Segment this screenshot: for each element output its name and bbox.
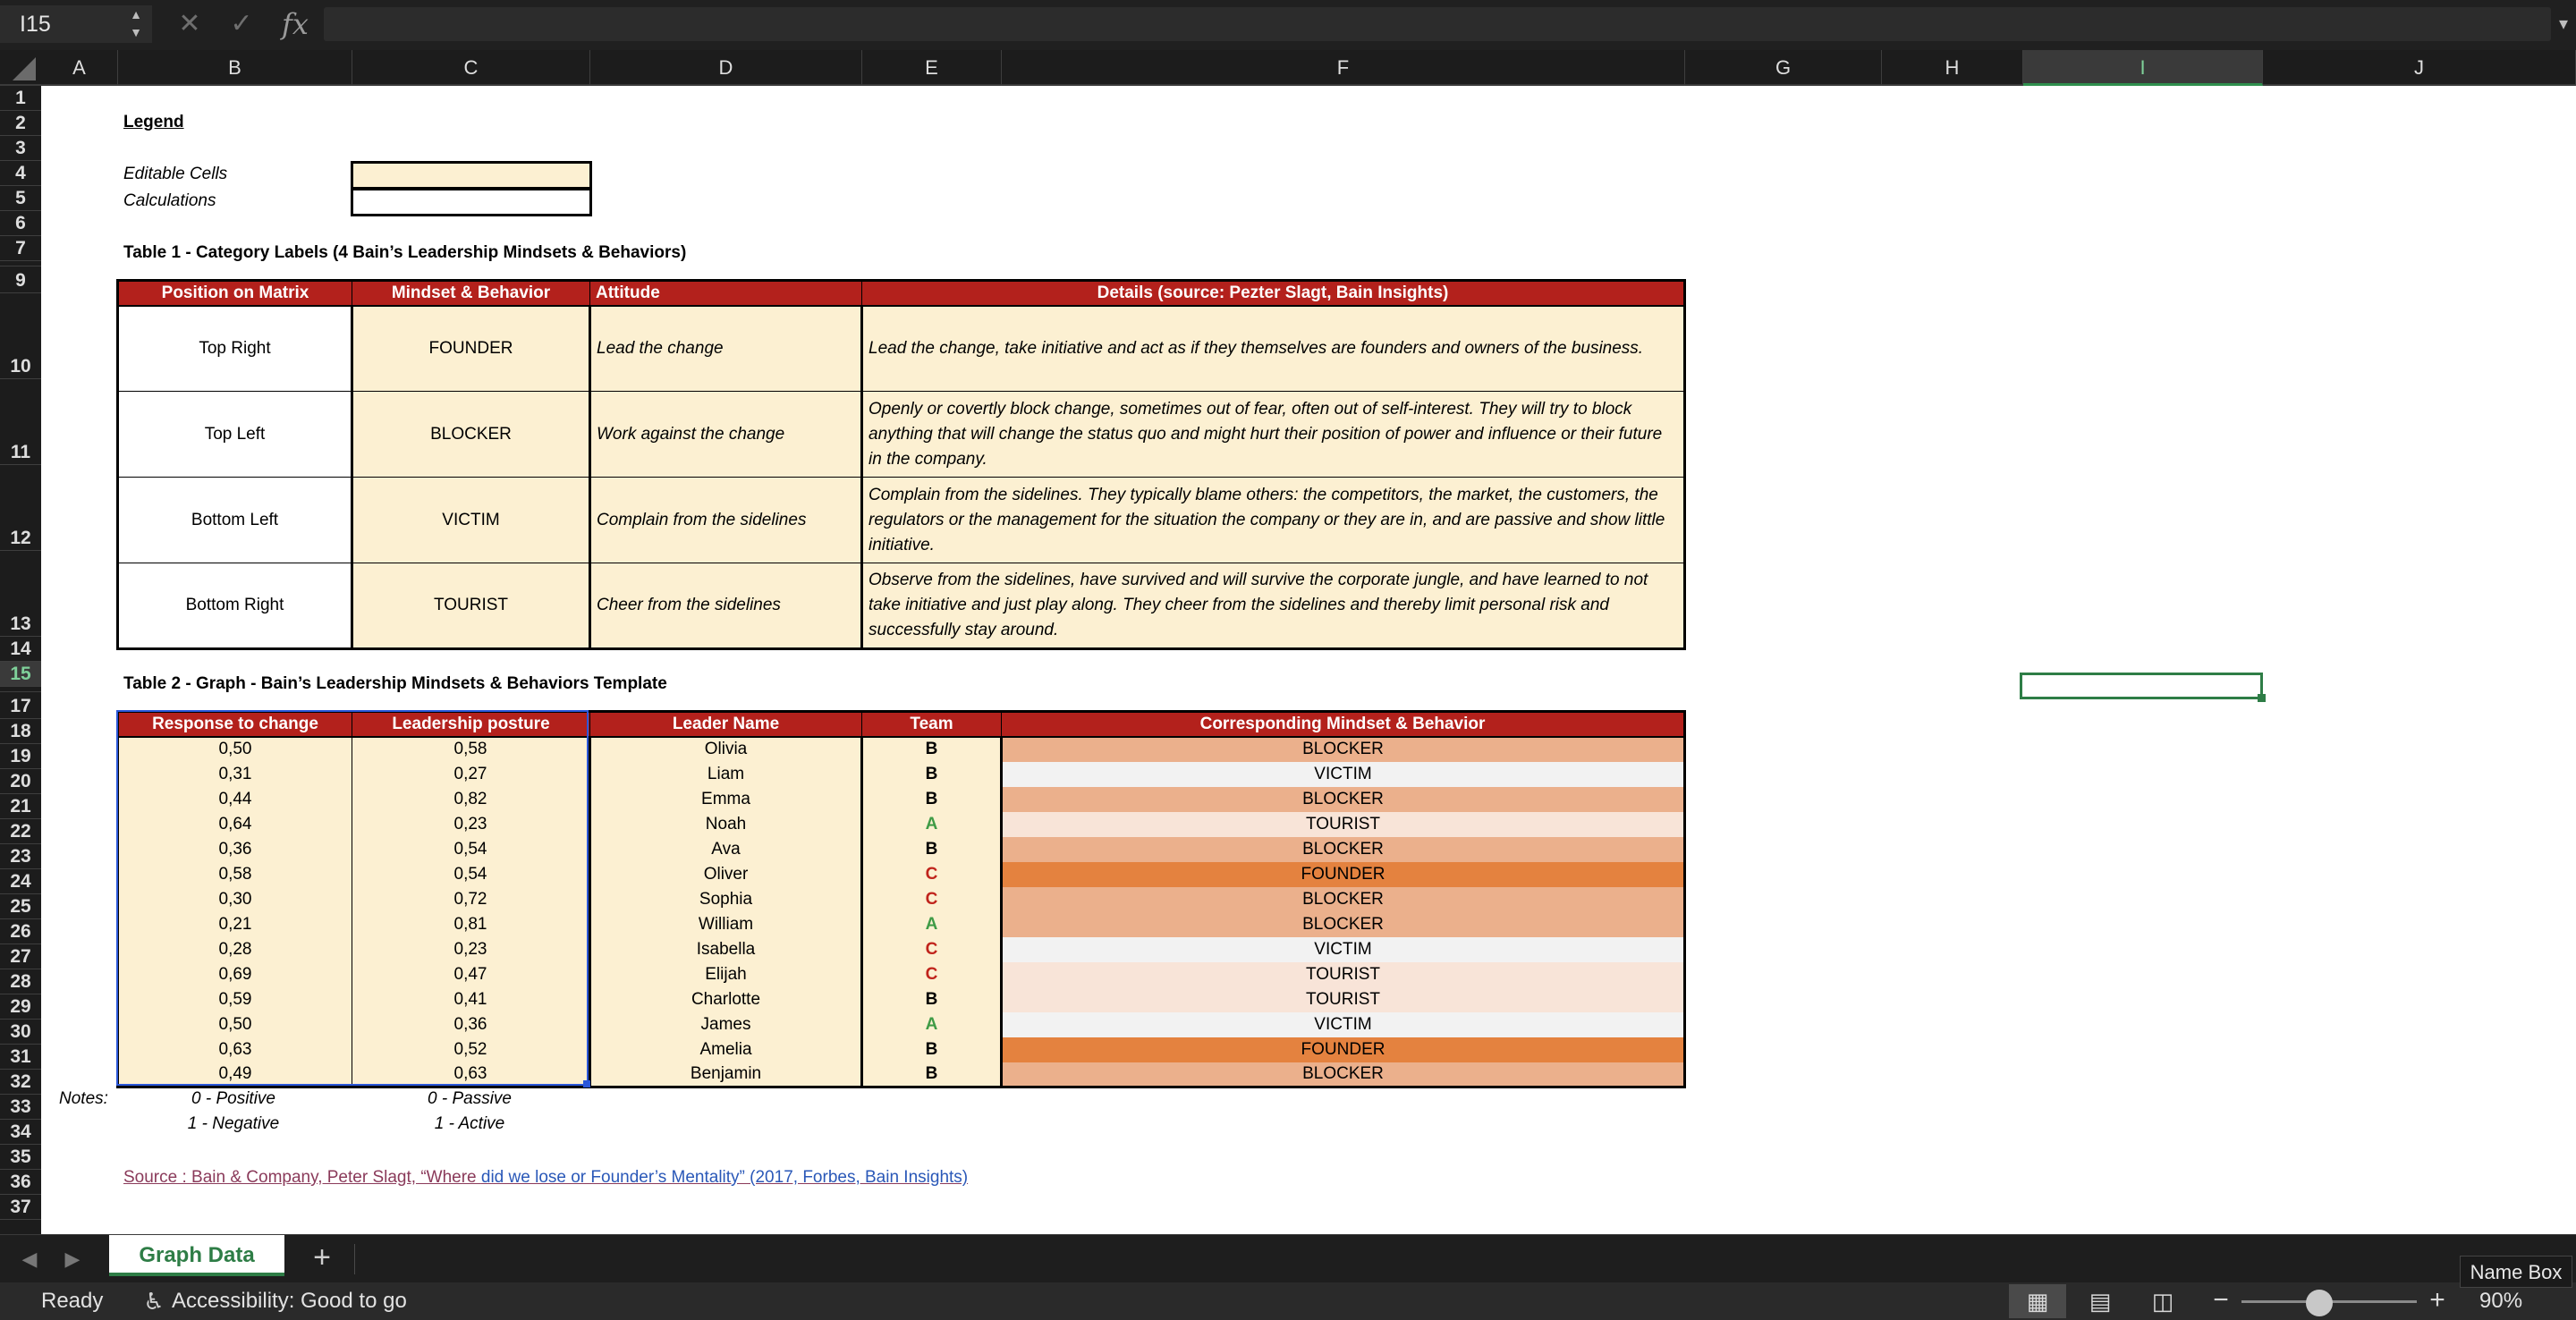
row-header-2[interactable]: 2 [0,111,41,136]
t2-header-posture: Leadership posture [352,712,590,737]
t1-position[interactable]: Top Left [118,392,352,478]
note-posture-active: 1 - Active [434,1114,505,1133]
status-accessibility[interactable]: Accessibility: Good to go [172,1289,407,1313]
row-header-20[interactable]: 20 [0,769,41,794]
plus-icon[interactable]: + [313,1240,331,1274]
leader-name-cell[interactable]: Noah [590,812,862,837]
row-header-32[interactable]: 32 [0,1070,41,1095]
row-header [0,86,41,1234]
row-header-12[interactable]: 12 [0,465,41,551]
column-header-i[interactable]: I [2023,50,2263,86]
leader-name-cell[interactable]: James [590,1012,862,1037]
t1-header-mindset: Mindset & Behavior [352,281,590,306]
selection-fill-handle[interactable] [583,1080,590,1087]
table-row [118,862,1685,887]
table-row [118,987,1685,1012]
t2-header-mindset: Corresponding Mindset & Behavior [1002,712,1685,737]
t2-header-leader: Leader Name [590,712,862,737]
posture-cell[interactable]: 0,23 [352,937,590,962]
status-bar [0,1282,2576,1320]
t1-attitude[interactable]: Work against the change [590,392,862,478]
column-header-j[interactable]: J [2263,50,2576,86]
column-header-h[interactable]: H [1882,50,2023,86]
table-row [118,887,1685,912]
table-row [118,392,1685,478]
tab-prev-icon[interactable]: ◀ [21,1248,38,1270]
zoom-slider-thumb[interactable] [2306,1290,2333,1316]
table-row [118,1012,1685,1037]
t1-mindset[interactable]: TOURIST [352,563,590,649]
mindset-cell[interactable]: VICTIM [1002,762,1685,787]
formula-bar [0,0,2576,50]
response-cell[interactable]: 0,63 [118,1037,352,1062]
posture-cell[interactable]: 0,27 [352,762,590,787]
row-header-25[interactable]: 25 [0,894,41,919]
column-header-g[interactable]: G [1685,50,1882,86]
name-box-stepper-icon[interactable]: ▲ ▼ [130,7,142,39]
team-cell[interactable]: C [862,937,1002,962]
response-cell[interactable]: 0,64 [118,812,352,837]
leader-name-cell[interactable]: Charlotte [590,987,862,1012]
team-cell[interactable]: C [862,887,1002,912]
formula-input[interactable] [324,7,2551,41]
row-header-9[interactable]: 9 [0,267,41,293]
response-cell[interactable]: 0,50 [118,1012,352,1037]
status-ready: Ready [41,1289,104,1313]
worksheet-grid[interactable] [41,86,2576,1234]
response-cell[interactable]: 0,36 [118,837,352,862]
row-header-14[interactable]: 14 [0,637,41,662]
mindset-cell[interactable]: VICTIM [1002,1012,1685,1037]
table-row [118,1037,1685,1062]
table-row [118,937,1685,962]
row-header-18[interactable]: 18 [0,719,41,744]
mindset-cell[interactable]: FOUNDER [1002,862,1685,887]
row-header-34[interactable]: 34 [0,1120,41,1145]
t1-position[interactable]: Top Right [118,306,352,392]
accessibility-icon[interactable]: ♿ [143,1288,165,1315]
table1-title: Table 1 - Category Labels (4 Bain’s Leadership Mindsets & Behaviors) [123,243,687,262]
table-row [118,563,1685,649]
cancel-icon[interactable]: ✕ [178,9,201,38]
t1-header-position: Position on Matrix [118,281,352,306]
row-header-7[interactable]: 7 [0,236,41,261]
source-text [123,1168,968,1188]
legend-editable-swatch [351,161,592,190]
mindset-cell[interactable]: BLOCKER [1002,887,1685,912]
row-header-4[interactable]: 4 [0,161,41,186]
team-cell[interactable]: C [862,962,1002,987]
chevron-down-icon[interactable]: ▾ [2558,14,2569,34]
row-header-29[interactable]: 29 [0,994,41,1020]
team-cell[interactable]: A [862,912,1002,937]
row-header-3[interactable]: 3 [0,136,41,161]
leader-name-cell[interactable]: Olivia [590,737,862,762]
note-posture-passive: 0 - Passive [428,1089,512,1108]
posture-cell[interactable]: 0,58 [352,737,590,762]
tab-graph-data[interactable]: Graph Data [109,1235,284,1276]
t1-header-details: Details (source: Pezter Slagt, Bain Insights) [862,281,1685,306]
mindset-cell[interactable]: TOURIST [1002,812,1685,837]
zoom-out-icon[interactable]: − [2213,1285,2229,1315]
response-cell[interactable]: 0,28 [118,937,352,962]
posture-cell[interactable]: 0,36 [352,1012,590,1037]
select-all-corner[interactable] [0,50,41,86]
column-header-f[interactable]: F [1002,50,1685,86]
mindset-cell[interactable]: BLOCKER [1002,737,1685,762]
table-row [118,762,1685,787]
column-header-b[interactable]: B [118,50,352,86]
posture-cell[interactable]: 0,54 [352,837,590,862]
posture-cell[interactable]: 0,63 [352,1062,590,1087]
column-header-a[interactable]: A [41,50,118,86]
leader-name-cell[interactable]: Sophia [590,887,862,912]
posture-cell[interactable]: 0,54 [352,862,590,887]
response-cell[interactable]: 0,59 [118,987,352,1012]
table-row [118,837,1685,862]
posture-cell[interactable]: 0,81 [352,912,590,937]
t2-header-response: Response to change [118,712,352,737]
table-row [118,306,1685,392]
leader-name-cell[interactable]: Liam [590,762,862,787]
posture-cell[interactable]: 0,52 [352,1037,590,1062]
mindset-cell[interactable]: TOURIST [1002,962,1685,987]
table2-title: Table 2 - Graph - Bain’s Leadership Mindsets & Behaviors Template [123,674,667,693]
t1-position[interactable]: Bottom Left [118,478,352,563]
t1-mindset[interactable]: VICTIM [352,478,590,563]
posture-cell[interactable]: 0,41 [352,987,590,1012]
row-header-35[interactable]: 35 [0,1145,41,1170]
response-cell[interactable]: 0,21 [118,912,352,937]
row-header-6[interactable]: 6 [0,211,41,236]
source-link[interactable]: did we lose or Founder’s Mentality” (2017, Forbes, Bain Insights) [480,1168,969,1187]
row-header-22[interactable]: 22 [0,819,41,844]
team-cell[interactable]: C [862,862,1002,887]
table-row [118,478,1685,563]
t1-attitude[interactable]: Cheer from the sidelines [590,563,862,649]
row-header-30[interactable]: 30 [0,1020,41,1045]
t1-mindset[interactable]: BLOCKER [352,392,590,478]
zoom-in-icon[interactable]: + [2429,1285,2445,1315]
leader-name-cell[interactable]: Benjamin [590,1062,862,1087]
active-cell[interactable] [2020,673,2263,699]
team-cell[interactable]: B [862,737,1002,762]
page-break-view-icon[interactable]: ◫ [2151,1288,2174,1315]
response-cell[interactable]: 0,30 [118,887,352,912]
response-cell[interactable]: 0,58 [118,862,352,887]
team-cell[interactable]: A [862,812,1002,837]
t1-details[interactable]: Complain from the sidelines. They typically blame others: the competitors, the market, the customers, the regulators or the management for the situation the company or they are in, and are passive and show little initiative. [862,478,1685,563]
team-cell[interactable]: B [862,837,1002,862]
table-row [118,912,1685,937]
category-labels-table [116,279,1686,650]
tab-divider [354,1244,355,1274]
posture-cell[interactable]: 0,47 [352,962,590,987]
note-response-negative: 1 - Negative [187,1114,280,1133]
posture-cell[interactable]: 0,23 [352,812,590,837]
leader-name-cell[interactable]: Isabella [590,937,862,962]
leader-name-cell[interactable]: Ava [590,837,862,862]
team-cell[interactable]: B [862,1062,1002,1087]
active-cell-fill-handle[interactable] [2258,694,2266,702]
name-box[interactable]: I15 [0,5,152,43]
row-header-15[interactable]: 15 [0,662,41,687]
t2-header-team: Team [862,712,1002,737]
legend-calc-label: Calculations [123,191,216,210]
row-header-10[interactable]: 10 [0,293,41,379]
notes-label: Notes: [59,1089,108,1108]
leader-name-cell[interactable]: Oliver [590,862,862,887]
mindset-cell[interactable]: VICTIM [1002,937,1685,962]
sheet-tab-bar [0,1234,2576,1282]
response-cell[interactable]: 0,50 [118,737,352,762]
row-header-37[interactable]: 37 [0,1195,41,1220]
confirm-icon[interactable]: ✓ [230,9,253,38]
t1-details[interactable]: Lead the change, take initiative and act as if they themselves are founders and owners of the business. [862,306,1685,392]
posture-cell[interactable]: 0,72 [352,887,590,912]
column-header [0,50,2576,86]
row-header-26[interactable]: 26 [0,919,41,944]
team-cell[interactable]: B [862,987,1002,1012]
mindset-graph-table [116,710,1686,1088]
t1-mindset[interactable]: FOUNDER [352,306,590,392]
team-cell[interactable]: B [862,762,1002,787]
row-header-31[interactable]: 31 [0,1045,41,1070]
mindset-cell[interactable]: BLOCKER [1002,1062,1685,1087]
table-row [118,1062,1685,1087]
row-header-28[interactable]: 28 [0,969,41,994]
mindset-cell[interactable]: FOUNDER [1002,1037,1685,1062]
team-cell[interactable]: B [862,787,1002,812]
t1-details[interactable]: Observe from the sidelines, have survived and will survive the corporate jungle, and have learned to not take initiative and just play along. They cheer from the sidelines and thereby limit personal risk and successfully stay around. [862,563,1685,649]
t1-header-attitude: Attitude [590,281,862,306]
leader-name-cell[interactable]: Amelia [590,1037,862,1062]
legend-calc-swatch [351,188,592,216]
note-response-positive: 0 - Positive [191,1089,275,1108]
table-row [118,812,1685,837]
column-header-c[interactable]: C [352,50,590,86]
response-cell[interactable]: 0,44 [118,787,352,812]
table-row [118,737,1685,762]
zoom-level[interactable]: 90% [2479,1289,2523,1313]
mindset-cell[interactable]: BLOCKER [1002,837,1685,862]
response-cell[interactable]: 0,69 [118,962,352,987]
row-header-5[interactable]: 5 [0,186,41,211]
row-header-1[interactable]: 1 [0,86,41,111]
response-cell[interactable]: 0,31 [118,762,352,787]
table-row [118,787,1685,812]
leader-name-cell[interactable]: Elijah [590,962,862,987]
normal-view-icon[interactable]: ▦ [2009,1284,2066,1318]
row-header-36[interactable]: 36 [0,1170,41,1195]
row-header-21[interactable]: 21 [0,794,41,819]
row-header-33[interactable]: 33 [0,1095,41,1120]
legend-editable-label: Editable Cells [123,165,228,183]
t1-details[interactable]: Openly or covertly block change, sometimes out of fear, often out of self-interest. They will try to block anything that will change the status quo and might hurt their position of power and influence or their future in the company. [862,392,1685,478]
row-header-23[interactable]: 23 [0,844,41,869]
mindset-cell[interactable]: BLOCKER [1002,912,1685,937]
legend-title: Legend [123,113,184,131]
row-header-17[interactable]: 17 [0,692,41,719]
posture-cell[interactable]: 0,82 [352,787,590,812]
t1-position[interactable]: Bottom Right [118,563,352,649]
function-icon[interactable]: fx [282,7,309,41]
leader-name-cell[interactable]: Emma [590,787,862,812]
table-row [118,962,1685,987]
source-prefix: Source : Bain & Company, Peter Slagt, “Where [123,1168,481,1187]
row-header-11[interactable]: 11 [0,379,41,465]
response-cell[interactable]: 0,49 [118,1062,352,1087]
row-header-27[interactable]: 27 [0,944,41,969]
page-layout-view-icon[interactable]: ▤ [2089,1288,2112,1315]
mindset-cell[interactable]: TOURIST [1002,987,1685,1012]
column-header-d[interactable]: D [590,50,862,86]
t1-attitude[interactable]: Lead the change [590,306,862,392]
tab-next-icon[interactable]: ▶ [64,1248,80,1270]
tooltip: Name Box [2460,1256,2572,1288]
mindset-cell[interactable]: BLOCKER [1002,787,1685,812]
leader-name-cell[interactable]: William [590,912,862,937]
team-cell[interactable]: B [862,1037,1002,1062]
row-header-24[interactable]: 24 [0,869,41,894]
row-header-13[interactable]: 13 [0,551,41,637]
team-cell[interactable]: A [862,1012,1002,1037]
t1-attitude[interactable]: Complain from the sidelines [590,478,862,563]
row-header-19[interactable]: 19 [0,744,41,769]
column-header-e[interactable]: E [862,50,1002,86]
